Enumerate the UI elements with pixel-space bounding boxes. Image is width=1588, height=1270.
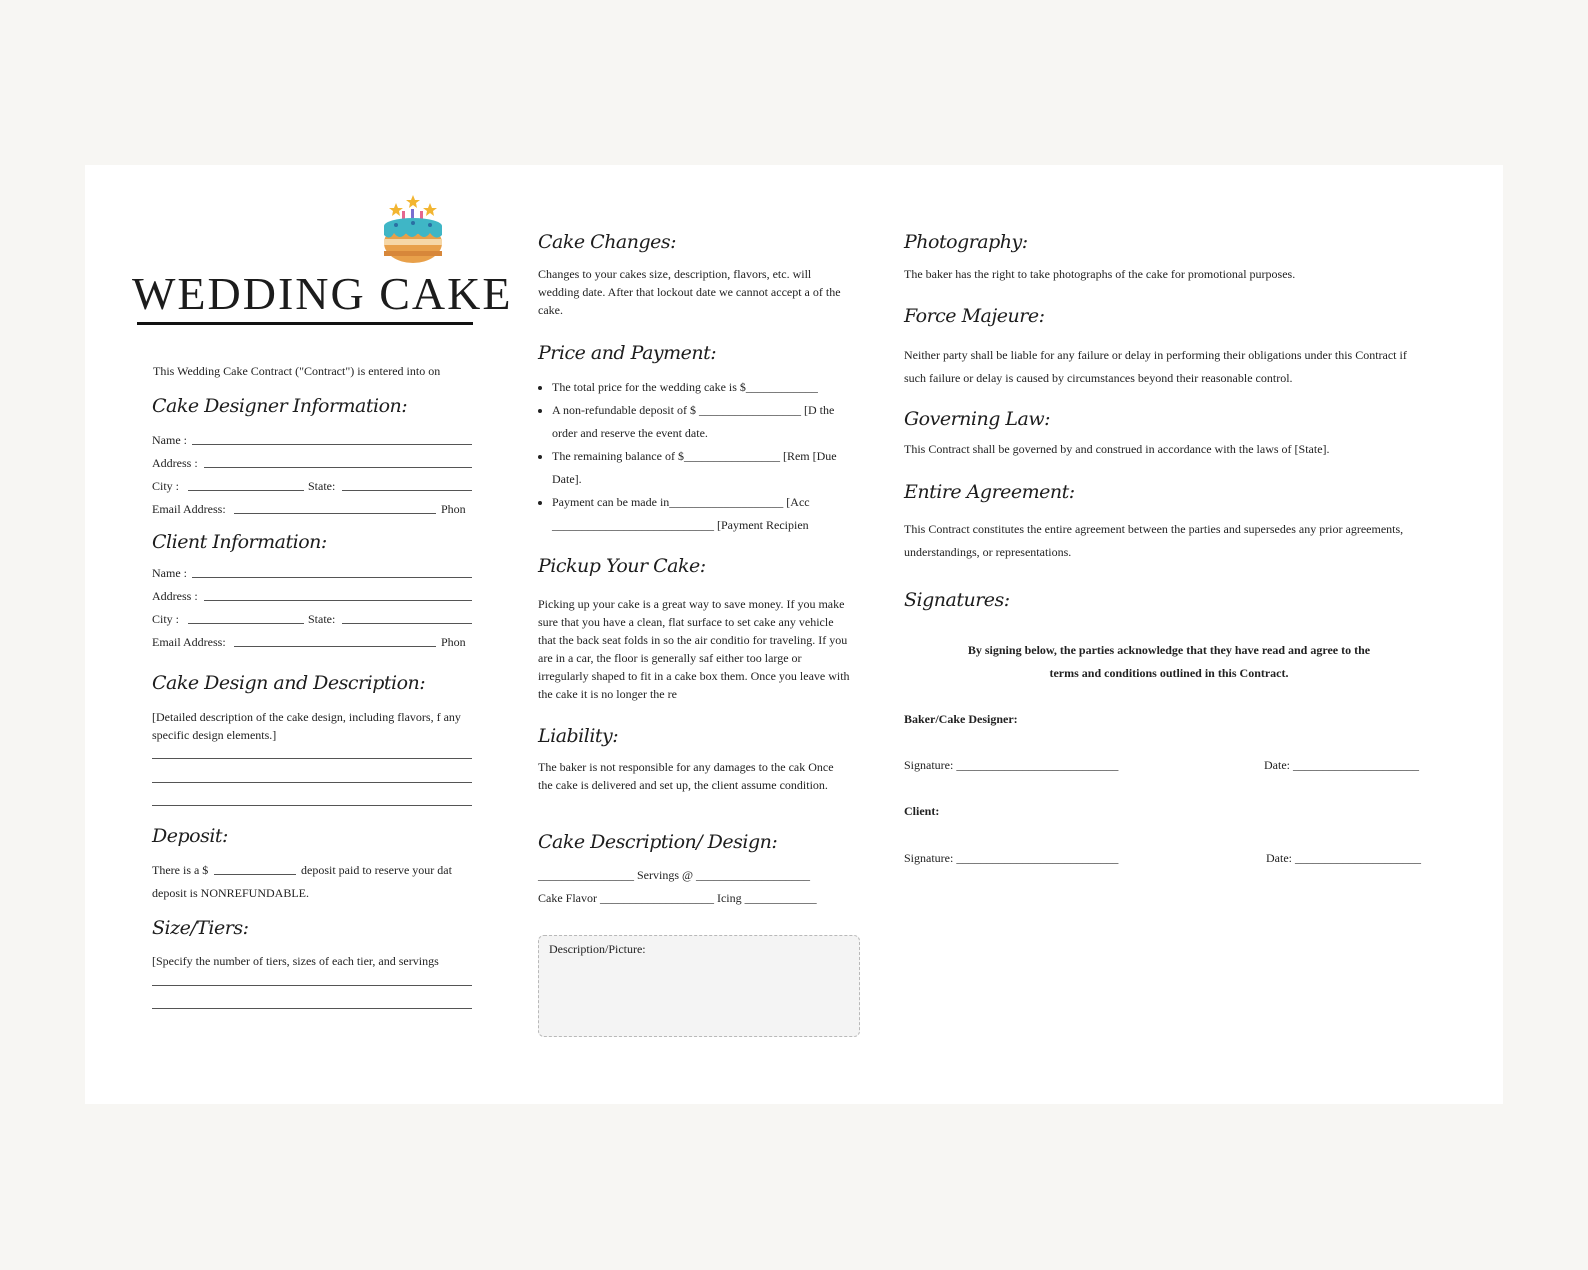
price-item-payment: • Payment can be made in___________________ [Acc ___________________________ [Payment Recipien [552, 491, 862, 537]
client-phone-label: Phon [441, 635, 466, 649]
changes-text: Changes to your cakes size, description, flavors, etc. will wedding date. After that lockout date we cannot accept a of the cake. [538, 267, 841, 317]
price-item-deposit: • A non-refundable deposit of $ _________________ [D the order and reserve the event date. [552, 399, 862, 445]
client-state-line[interactable] [342, 623, 472, 624]
signatures-heading: Signatures: [904, 589, 1010, 611]
ack-line-1: By signing below, the parties acknowledge that they have read and agree to the [967, 643, 1371, 657]
designer-city-line[interactable] [188, 490, 304, 491]
designer-name-label: Name : [152, 433, 187, 447]
governing-law-heading: Governing Law: [904, 408, 1051, 430]
title-underline [137, 322, 473, 325]
servings-line[interactable]: ________________ Servings @ ___________________ [538, 868, 811, 882]
client-email-label: Email Address: [152, 635, 226, 649]
baker-signature-line[interactable]: Signature: ___________________________ [904, 758, 1119, 772]
description-picture-label: Description/Picture: [549, 942, 646, 956]
liability-heading: Liability: [538, 725, 619, 747]
designer-phone-label: Phon [441, 502, 466, 516]
description-picture-box[interactable] [538, 935, 860, 1037]
entire-agreement-text: This Contract constitutes the entire agreement between the parties and supersedes any prior agreements, understandings, or representations. [904, 522, 1404, 559]
client-city-line[interactable] [188, 623, 304, 624]
tiers-line-2[interactable] [152, 1008, 472, 1009]
page-title: WEDDING CAKE [132, 268, 513, 319]
column-middle [538, 225, 850, 1045]
designer-heading: Cake Designer Information: [152, 395, 408, 417]
birthday-cake-icon [382, 195, 444, 265]
design-line-2[interactable] [152, 782, 472, 783]
client-heading: Client Information: [152, 531, 327, 553]
deposit-amount-line[interactable] [214, 874, 296, 875]
deposit-text-a: There is a $ [152, 863, 209, 877]
price-list [538, 376, 862, 537]
tiers-heading: Size/Tiers: [152, 917, 249, 939]
price-item-total: • The total price for the wedding cake is $____________ [552, 376, 862, 399]
column-right [904, 225, 1444, 925]
pickup-text: Picking up your cake is a great way to save money. If you make sure that you have a clean, flat surface to set cake any vehicle that the back seat folds in so the air conditio for traveling. If you are in a car, the floor is generally saf either too large or irregularly shaped to fit in a cake box them. Once you leave with the cake it is no longer the re [538, 597, 850, 701]
deposit-heading: Deposit: [152, 825, 228, 847]
force-majeure-heading: Force Majeure: [904, 305, 1045, 327]
governing-law-text: This Contract shall be governed by and construed in accordance with the laws of [State]. [904, 442, 1330, 456]
column-left [130, 195, 513, 1035]
price-heading: Price and Payment: [538, 342, 717, 364]
baker-date-line[interactable]: Date: _____________________ [1264, 758, 1419, 772]
client-address-label: Address : [152, 589, 198, 603]
client-email-line[interactable] [234, 646, 436, 647]
designer-name-line[interactable] [192, 444, 472, 445]
designer-state-line[interactable] [342, 490, 472, 491]
client-address-line[interactable] [204, 600, 472, 601]
description-heading: Cake Description/ Design: [538, 831, 778, 853]
tiers-line-1[interactable] [152, 985, 472, 986]
design-line-1[interactable] [152, 758, 472, 759]
client-name-line[interactable] [192, 577, 472, 578]
deposit-text-b: deposit paid to reserve your dat [301, 863, 452, 877]
client-date-line[interactable]: Date: _____________________ [1266, 851, 1421, 865]
designer-address-label: Address : [152, 456, 198, 470]
designer-email-label: Email Address: [152, 502, 226, 516]
force-majeure-text: Neither party shall be liable for any failure or delay in performing their obligations under this Contract if such failure or delay is caused by circumstances beyond their reasonable control. [904, 348, 1407, 385]
designer-address-line[interactable] [204, 467, 472, 468]
photography-heading: Photography: [904, 231, 1028, 253]
design-heading: Cake Design and Description: [152, 672, 426, 694]
changes-heading: Cake Changes: [538, 231, 677, 253]
client-label: Client: [904, 804, 940, 818]
designer-email-line[interactable] [234, 513, 436, 514]
ack-line-2: terms and conditions outlined in this Contract. [1049, 666, 1289, 680]
design-text: [Detailed description of the cake design, including flavors, f any specific design elements.] [152, 710, 461, 742]
designer-state-label: State: [308, 479, 336, 493]
deposit-text-c: deposit is NONREFUNDABLE. [152, 886, 310, 900]
designer-city-label: City : [152, 479, 180, 493]
price-item-balance: • The remaining balance of $________________ [Rem [Due Date]. [552, 445, 862, 491]
pickup-heading: Pickup Your Cake: [538, 555, 706, 577]
baker-label: Baker/Cake Designer: [904, 712, 1018, 726]
design-line-3[interactable] [152, 805, 472, 806]
entire-agreement-heading: Entire Agreement: [904, 481, 1075, 503]
flavor-icing-line[interactable]: Cake Flavor ___________________ Icing ____________ [538, 891, 817, 905]
client-state-label: State: [308, 612, 336, 626]
tiers-text: [Specify the number of tiers, sizes of each tier, and servings [152, 954, 439, 968]
liability-text: The baker is not responsible for any damages to the cak Once the cake is delivered and set up, the client assume condition. [538, 760, 834, 792]
photography-text: The baker has the right to take photographs of the cake for promotional purposes. [904, 267, 1296, 281]
intro-text: This Wedding Cake Contract ("Contract") is entered into on [153, 364, 441, 378]
client-signature-line[interactable]: Signature: ___________________________ [904, 851, 1119, 865]
client-name-label: Name : [152, 566, 187, 580]
client-city-label: City : [152, 612, 180, 626]
